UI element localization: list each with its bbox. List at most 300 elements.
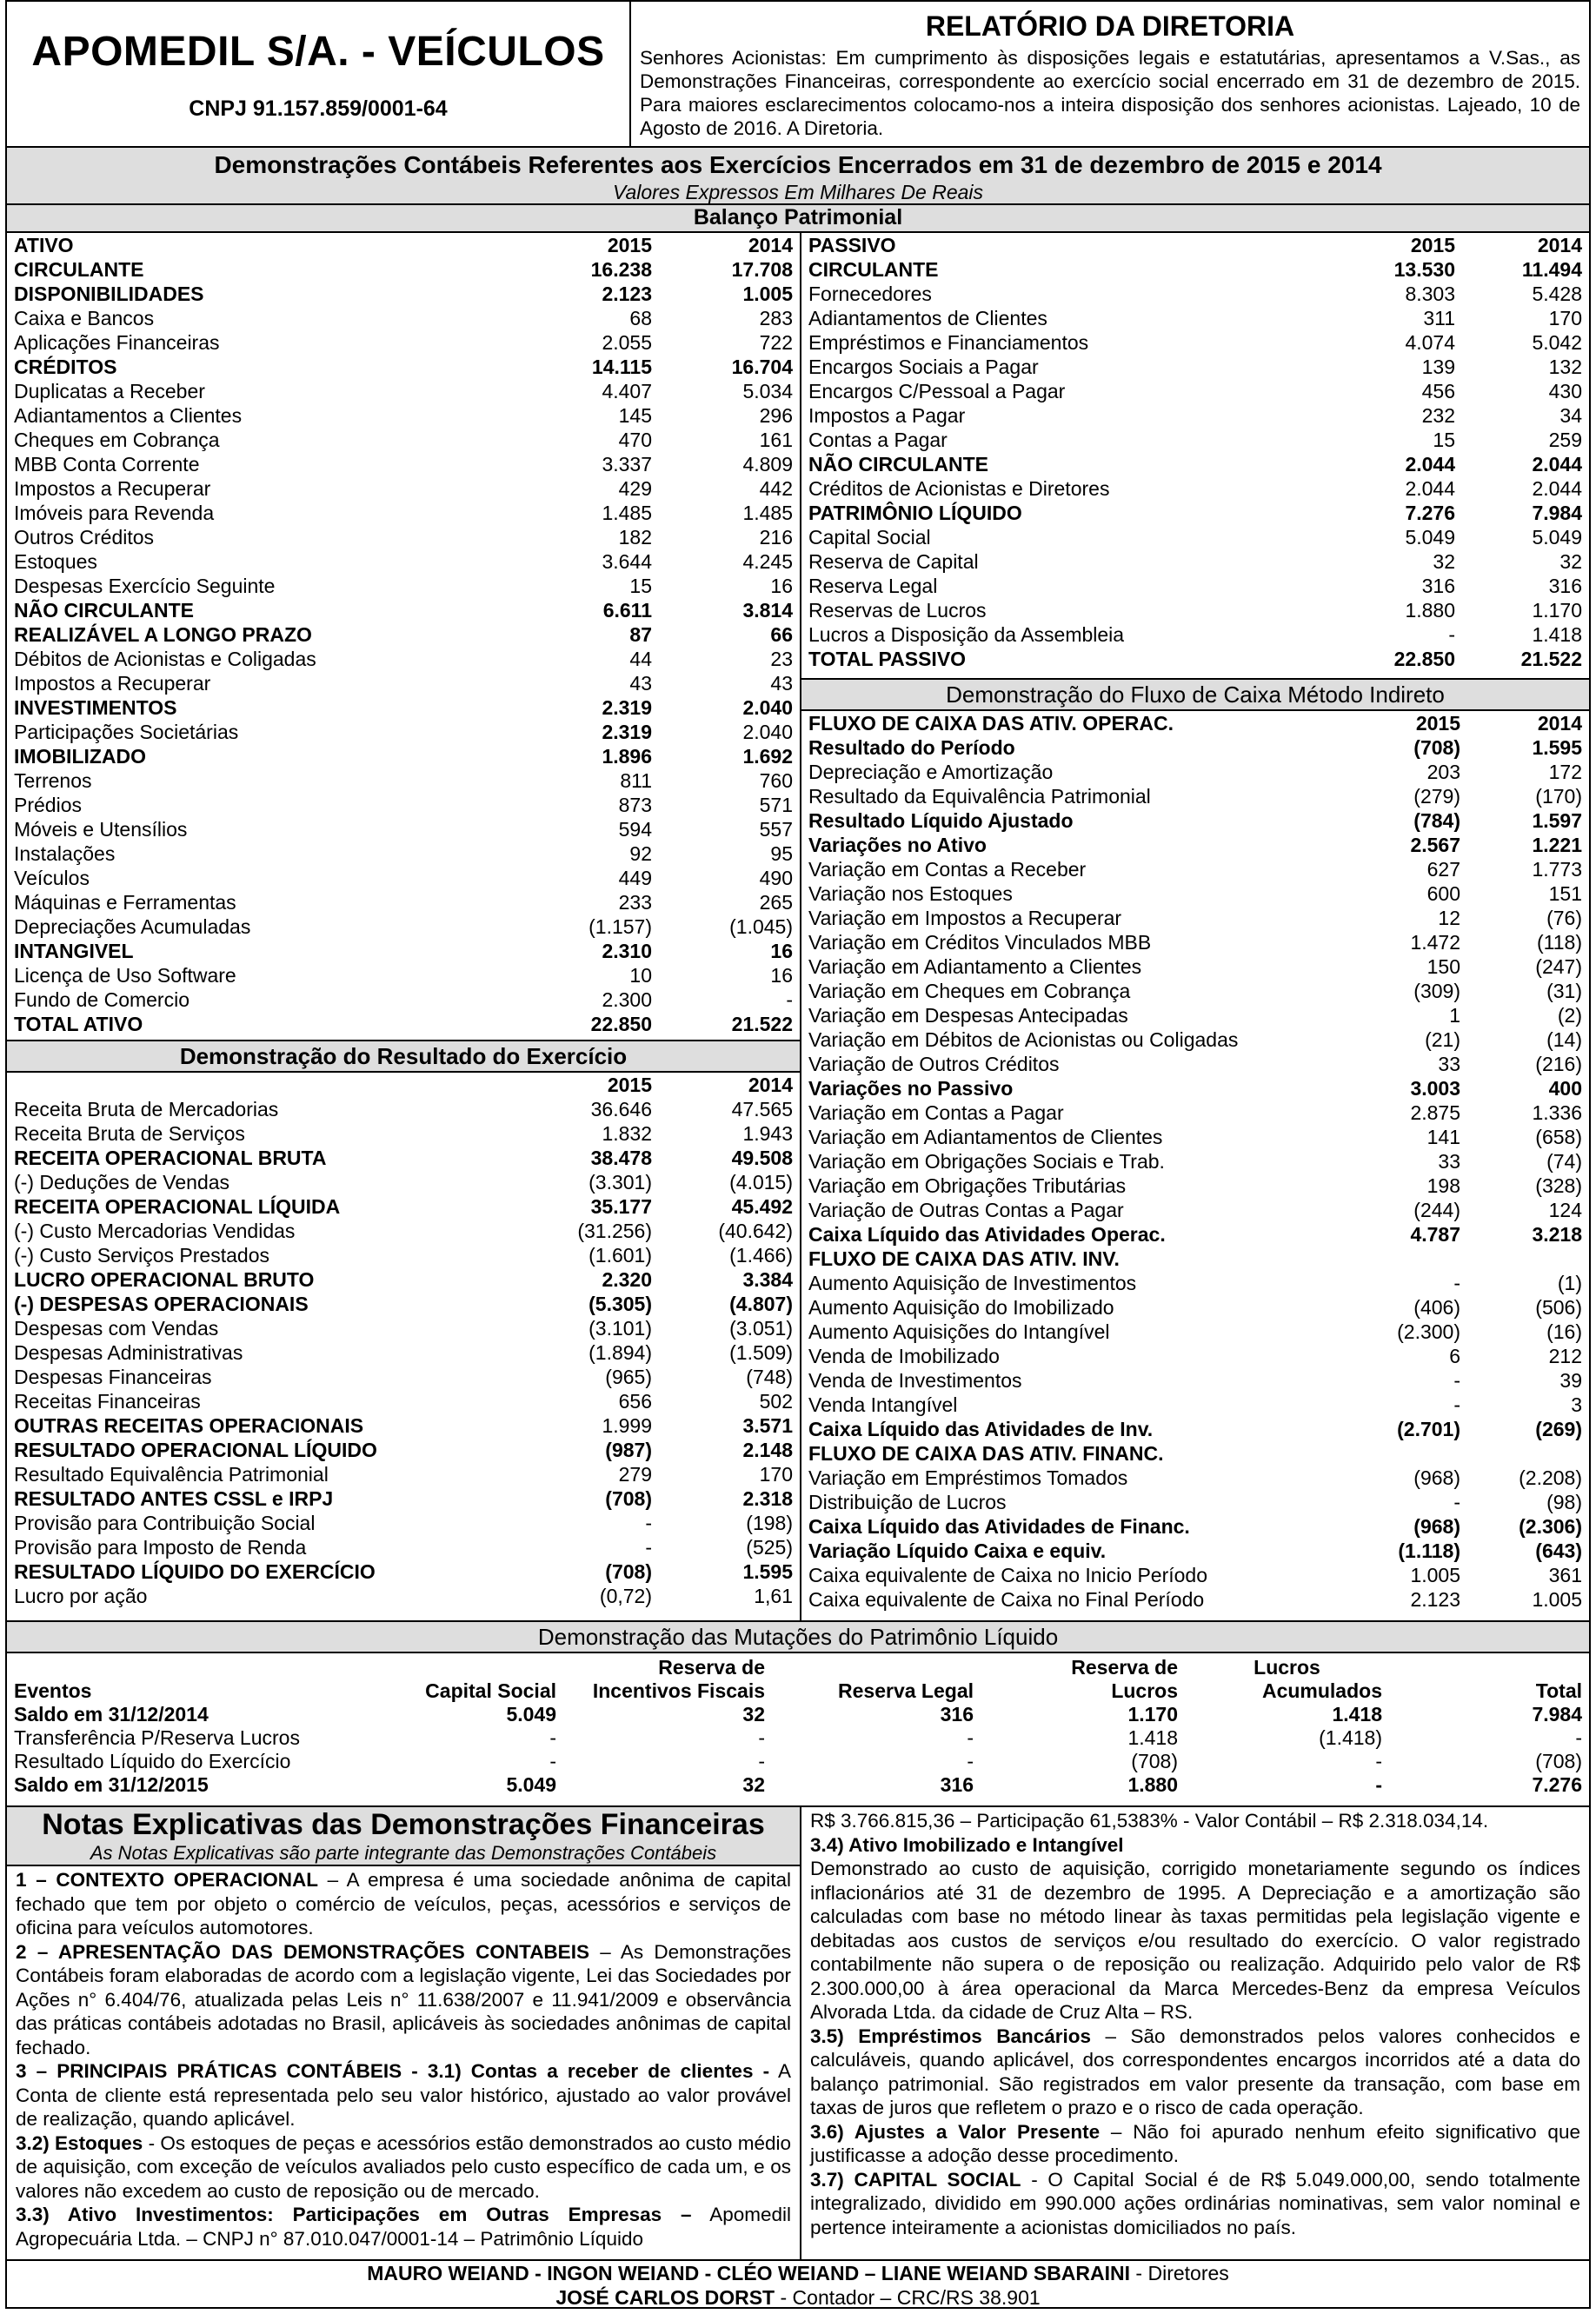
note-3-4-text: Demonstrado ao custo de aquisição, corrigido monetariamente segundo os índices inflacionários até 31 de dezembro de 1995. A Depreciação e a amortização são calculadas com base no método linear às taxas permitidas pela legislação vigente e debitadas aos custos de serviços e/ou resultado do exercício. O valor registrado contabilmente não supera o de reposição ou realização. Adquirido pelo valor de R$ 2.300.000,00 à área operacional da Marca Mercedes-Benz da empresa Veículos Alvorada Ltda. da cidade de Cruz Alta – RS. — [810, 1858, 1580, 2023]
row-value-2015: (21) — [1425, 1028, 1460, 1051]
row-value-2014: 2014 — [1537, 712, 1582, 735]
row-label: Fornecedores — [808, 283, 932, 305]
row-label: Receita Bruta de Mercadorias — [14, 1098, 279, 1120]
table-row — [801, 428, 1589, 452]
row-label: NÃO CIRCULANTE — [808, 453, 988, 475]
row-label: Lucros a Disposição da Assembleia — [808, 623, 1125, 646]
table-row — [7, 1194, 800, 1219]
dmpl-event — [7, 1655, 372, 1679]
note-3-5-text: – São demonstrados pelos valores conhecidos e calculáveis, quando aplicável, dos correspondentes encargos incorridos até a data do balanço patrimonial. São registrados em valor presente da transação, com base em taxas de juros que refletem o prazo e o risco de cada operação. — [810, 2025, 1580, 2118]
row-label: Empréstimos e Financiamentos — [808, 331, 1089, 354]
row-label: Variação em Adiantamentos de Clientes — [808, 1126, 1163, 1148]
row-label: Variação em Obrigações Sociais e Trab. — [808, 1150, 1165, 1173]
row-label: Variação em Obrigações Tributárias — [808, 1174, 1127, 1197]
row-label: PASSIVO — [808, 234, 896, 256]
row-value-2014: 2.040 — [742, 721, 793, 743]
row-label: Imóveis para Revenda — [14, 502, 215, 524]
relatorio-diretoria — [631, 2, 1589, 146]
row-value-2014: 1.005 — [1532, 1588, 1582, 1611]
table-row — [801, 330, 1589, 355]
notes-right — [801, 1805, 1589, 2259]
row-label: Reserva de Capital — [808, 550, 979, 573]
table-row — [801, 1027, 1589, 1052]
row-value-2014: 1.692 — [742, 745, 793, 768]
table-row — [7, 1012, 800, 1036]
note-3-5-heading: 3.5) Empréstimos Bancários — [810, 2025, 1092, 2047]
row-value-2014: 2.040 — [742, 696, 793, 719]
row-value-2014: 16 — [770, 964, 793, 987]
row-value-2015 — [1323, 1247, 1467, 1271]
row-value-2015: (5.305) — [589, 1293, 652, 1315]
dfc-table — [801, 711, 1589, 1612]
row-value-2014: (2.208) — [1519, 1466, 1582, 1489]
row-value-2015: (3.301) — [589, 1171, 652, 1194]
table-row — [7, 1535, 800, 1559]
table-row — [801, 1052, 1589, 1076]
table-row — [7, 1121, 800, 1146]
row-label: (-) Custo Serviços Prestados — [14, 1244, 269, 1267]
table-row — [801, 452, 1589, 476]
row-value-2015: 2.044 — [1405, 453, 1455, 475]
note-3-text: A Conta de cliente está representada pelo seu valor histórico, ajustado ao valor provável de realização, quando aplicável. — [16, 2060, 791, 2130]
table-row — [7, 306, 800, 330]
row-value-2014: 47.565 — [731, 1098, 793, 1120]
relatorio-body: Senhores Acionistas: Em cumprimento às disposições legais e estatutárias, apresentamos a V.Sas., as Demonstrações Financeiras, correspondente ao exercício social encerrado em 31 de dezembro de 2015. Para maiores esclarecimentos colocamo-nos a inteira disposição dos senhores acionistas. Lajeado, 10 de Agosto de 2016. A Diretoria. — [640, 47, 1580, 139]
relatorio-title: RELATÓRIO DA DIRETORIA — [925, 10, 1295, 42]
row-label: REALIZÁVEL A LONGO PRAZO — [14, 623, 312, 646]
table-row — [801, 784, 1589, 808]
row-label: Despesas Exercício Seguinte — [14, 575, 276, 597]
row-label: Impostos a Pagar — [808, 404, 966, 427]
row-label: Variação em Empréstimos Tomados — [808, 1466, 1128, 1489]
row-value-2015: 182 — [618, 526, 652, 549]
row-value-2014: (4.015) — [729, 1171, 793, 1194]
table-row — [7, 598, 800, 622]
company-cnpj: CNPJ 91.157.859/0001-64 — [189, 96, 448, 121]
dmpl-header — [7, 1679, 1589, 1702]
dmpl-event: Resultado Líquido do Exercício — [14, 1749, 291, 1772]
row-value-2014: (2.306) — [1519, 1515, 1582, 1538]
row-value-2014: 1.221 — [1532, 834, 1582, 856]
row-value-2014: (40.642) — [718, 1220, 793, 1242]
row-label: Terrenos — [14, 769, 92, 792]
row-value-2015: 316 — [1421, 575, 1455, 597]
row-label: MBB Conta Corrente — [14, 453, 200, 475]
row-value-2014: 17.708 — [731, 258, 793, 281]
row-value-2015: 6 — [1449, 1345, 1460, 1367]
dmpl-value: - — [1575, 1726, 1582, 1749]
company-header — [7, 2, 631, 146]
row-label: Prédios — [14, 794, 82, 816]
row-value-2014: 1.773 — [1532, 858, 1582, 881]
row-value-2015: 2015 — [607, 234, 652, 256]
table-row — [801, 501, 1589, 525]
table-row — [801, 1295, 1589, 1320]
table-row — [801, 1417, 1589, 1441]
row-value-2014: (1.509) — [729, 1341, 793, 1364]
row-value-2015: 12 — [1438, 907, 1460, 929]
row-value-2015: 5.049 — [1405, 526, 1455, 549]
dre-title: Demonstração do Resultado do Exercício — [179, 1043, 628, 1069]
row-value-2015: 38.478 — [590, 1147, 652, 1169]
row-value-2014: (1.466) — [729, 1244, 793, 1267]
row-value-2014: 1.595 — [742, 1560, 793, 1583]
table-row — [801, 1198, 1589, 1222]
row-value-2015: - — [1448, 623, 1455, 646]
dmpl-value: 316 — [940, 1772, 974, 1796]
table-row — [801, 1587, 1589, 1612]
row-label: Adiantamentos a Clientes — [14, 404, 243, 427]
row-label: Resultado do Período — [808, 736, 1015, 759]
table-row — [7, 939, 800, 963]
table-row — [7, 890, 800, 914]
row-value-2015: - — [1453, 1369, 1460, 1392]
table-row — [7, 1438, 800, 1462]
row-value-2014: 3.218 — [1532, 1223, 1582, 1246]
row-value-2014: 1.336 — [1532, 1101, 1582, 1124]
table-row — [801, 1100, 1589, 1125]
signatures-footer — [7, 2259, 1589, 2311]
row-value-2015: - — [645, 1512, 652, 1534]
row-value-2014: 21.522 — [731, 1013, 793, 1035]
row-value-2015: (244) — [1413, 1199, 1460, 1221]
row-value-2015: 3.337 — [602, 453, 652, 475]
row-value-2014: 161 — [759, 429, 793, 451]
row-value-2014: 172 — [1548, 761, 1582, 783]
row-value-2015: 139 — [1421, 356, 1455, 378]
dmpl-row — [7, 1702, 1589, 1726]
dmpl-value: Reserva de — [1071, 1655, 1178, 1679]
table-row — [801, 1539, 1589, 1563]
table-row — [7, 1097, 800, 1121]
row-label: Provisão para Imposto de Renda — [14, 1536, 307, 1559]
table-row — [801, 476, 1589, 501]
row-value-2015: (279) — [1413, 785, 1460, 808]
row-value-2014: 2014 — [748, 234, 793, 256]
row-value-2014: 16 — [770, 940, 793, 962]
row-label: (-) Deduções de Vendas — [14, 1171, 230, 1194]
table-row — [7, 549, 800, 574]
table-row — [7, 1219, 800, 1243]
row-label: Débitos de Acionistas e Coligadas — [14, 648, 316, 670]
row-value-2014: 45.492 — [731, 1195, 793, 1218]
row-label: Aplicações Financeiras — [14, 331, 220, 354]
row-value-2015: 10 — [629, 964, 652, 987]
row-value-2014: 490 — [759, 867, 793, 889]
row-value-2014: 5.034 — [742, 380, 793, 402]
accountant-role: - Contador – CRC/RS 38.901 — [775, 2286, 1041, 2309]
dmpl-value: 32 — [742, 1702, 765, 1726]
note-3-2-text: - Os estoques de peças e acessórios estão demonstrados ao custo médio de aquisição, com exceção de veículos avaliados pelo custo específico de cada um, e os valores não excedem ao custo de reposição ou de mercado. — [16, 2131, 791, 2202]
row-value-2015: 627 — [1426, 858, 1460, 881]
dmpl-value: Reserva de — [658, 1655, 765, 1679]
row-value-2014: 1.418 — [1532, 623, 1582, 646]
table-row — [7, 525, 800, 549]
dfc-title: Demonstração do Fluxo de Caixa Método Indireto — [946, 682, 1445, 708]
row-value-2015: 2.310 — [602, 940, 652, 962]
row-label: Participações Societárias — [14, 721, 239, 743]
row-label: LUCRO OPERACIONAL BRUTO — [14, 1268, 315, 1291]
row-label: Variação em Despesas Antecipadas — [808, 1004, 1128, 1027]
row-value-2015: 233 — [618, 891, 652, 914]
row-label: Licença de Uso Software — [14, 964, 236, 987]
dmpl-value: - — [549, 1726, 556, 1749]
table-row — [801, 1368, 1589, 1393]
row-value-2014: (76) — [1546, 907, 1582, 929]
row-label: Variação em Adiantamento a Clientes — [808, 955, 1142, 978]
row-value-2015: - — [1453, 1393, 1460, 1416]
row-value-2014: 95 — [770, 842, 793, 865]
dmpl-value: - — [549, 1749, 556, 1772]
table-row — [801, 857, 1589, 881]
row-label: INTANGIVEL — [14, 940, 134, 962]
row-value-2014: 502 — [759, 1390, 793, 1413]
row-label: IMOBILIZADO — [14, 745, 147, 768]
row-value-2015: 141 — [1426, 1126, 1460, 1148]
row-label: (-) DESPESAS OPERACIONAIS — [14, 1293, 309, 1315]
row-value-2015: 1.005 — [1410, 1564, 1460, 1586]
table-row — [7, 671, 800, 695]
table-row — [7, 1462, 800, 1486]
row-label: Caixa e Bancos — [14, 307, 155, 329]
row-value-2015: 3.644 — [602, 550, 652, 573]
row-value-2014: 259 — [1548, 429, 1582, 451]
row-label: Variação em Créditos Vinculados MBB — [808, 931, 1152, 954]
row-value-2015: 1.832 — [602, 1122, 652, 1145]
row-label: Receita Bruta de Serviços — [14, 1122, 245, 1145]
table-row — [7, 768, 800, 793]
row-label: RESULTADO OPERACIONAL LÍQUIDO — [14, 1439, 377, 1461]
table-row — [7, 282, 800, 306]
row-value-2014: 39 — [1559, 1369, 1582, 1392]
row-label: Estoques — [14, 550, 97, 573]
table-row — [801, 1174, 1589, 1198]
note-3-2-heading: 3.2) Estoques — [16, 2131, 143, 2154]
row-value-2015: - — [645, 1536, 652, 1559]
row-label: Reserva Legal — [808, 575, 938, 597]
row-value-2014: (643) — [1535, 1539, 1582, 1562]
row-value-2015: (309) — [1413, 980, 1460, 1002]
notes-title: Notas Explicativas das Demonstrações Financeiras — [7, 1807, 800, 1842]
row-value-2015: (406) — [1413, 1296, 1460, 1319]
row-value-2014: (16) — [1546, 1320, 1582, 1343]
row-value-2015: 1.999 — [602, 1414, 652, 1437]
dmpl-event: Transferência P/Reserva Lucros — [14, 1726, 300, 1749]
row-value-2015: 14.115 — [591, 356, 652, 378]
table-row — [801, 881, 1589, 906]
row-value-2015: 2.044 — [1405, 477, 1455, 500]
table-row — [7, 1170, 800, 1194]
dmpl-value: 1.418 — [1127, 1726, 1178, 1749]
row-value-2015: 22.850 — [590, 1013, 652, 1035]
row-value-2015: (965) — [605, 1366, 652, 1388]
row-label: Depreciação e Amortização — [808, 761, 1054, 783]
row-value-2015: (2.300) — [1397, 1320, 1460, 1343]
table-row — [801, 306, 1589, 330]
table-row — [801, 1344, 1589, 1368]
row-value-2014: (216) — [1535, 1053, 1582, 1075]
dmpl-value: Reserva Legal — [838, 1679, 974, 1702]
row-value-2014: 49.508 — [731, 1147, 793, 1169]
accountant-line — [7, 2285, 1589, 2310]
dmpl-event: Eventos — [14, 1679, 92, 1702]
notes-left — [7, 1805, 800, 2259]
row-label: RESULTADO LÍQUIDO DO EXERCÍCIO — [14, 1560, 376, 1583]
row-value-2014: (269) — [1535, 1418, 1582, 1440]
table-row — [7, 963, 800, 987]
row-value-2014: 66 — [770, 623, 793, 646]
row-value-2015: 2015 — [607, 1074, 652, 1096]
row-value-2015: - — [1453, 1272, 1460, 1294]
row-value-2015: (987) — [605, 1439, 652, 1461]
row-label: Venda Intangível — [808, 1393, 958, 1416]
row-value-2014: (247) — [1535, 955, 1582, 978]
row-value-2015: 449 — [618, 867, 652, 889]
row-value-2014: 1.943 — [742, 1122, 793, 1145]
dmpl-value: Total — [1535, 1679, 1582, 1702]
row-value-2015: 811 — [620, 769, 652, 792]
table-row — [7, 1316, 800, 1340]
row-value-2015: 15 — [629, 575, 652, 597]
row-value-2014: 5.049 — [1532, 526, 1582, 549]
statements-title-bar — [7, 146, 1589, 205]
row-value-2014: 34 — [1559, 404, 1582, 427]
dfc-title-bar — [801, 678, 1589, 711]
row-label: Variação em Contas a Pagar — [808, 1101, 1064, 1124]
table-row — [7, 355, 800, 379]
row-label: DISPONIBILIDADES — [14, 283, 204, 305]
table-row — [801, 233, 1589, 257]
row-value-2014: 361 — [1548, 1564, 1582, 1586]
note-3-4-heading: 3.4) Ativo Imobilizado e Intangível — [810, 1833, 1124, 1856]
row-label: Variações no Passivo — [808, 1077, 1014, 1100]
row-value-2014: 5.042 — [1532, 331, 1582, 354]
table-row — [801, 735, 1589, 760]
row-value-2015: 429 — [618, 477, 652, 500]
row-value-2014: 32 — [1559, 550, 1582, 573]
table-row — [801, 1149, 1589, 1174]
row-label: Variação nos Estoques — [808, 882, 1013, 905]
row-label: Cheques em Cobrança — [14, 429, 220, 451]
row-label: Créditos de Acionistas e Diretores — [808, 477, 1110, 500]
table-row — [801, 930, 1589, 954]
directors-names: MAURO WEIAND - INGON WEIAND - CLÉO WEIAND – LIANE WEIAND SBARAINI — [367, 2262, 1131, 2284]
row-label: Venda de Investimentos — [808, 1369, 1022, 1392]
note-2-text: – As Demonstrações Contábeis foram elaboradas de acordo com a legislação vigente, Lei das Sociedades por Ações n° 6.404/76, atualizada pelas Leis n° 11.638/2007 e 11.941/2009 e observância das práticas contábeis adotadas no Brasil, aplicáveis às sociedades anônimas de capital fechado. — [16, 1940, 791, 2058]
row-value-2015: (968) — [1413, 1466, 1460, 1489]
row-value-2014: (31) — [1546, 980, 1582, 1002]
row-label: Caixa equivalente de Caixa no Inicio Período — [808, 1564, 1208, 1586]
row-value-2015: (3.101) — [589, 1317, 652, 1340]
row-label: FLUXO DE CAIXA DAS ATIV. FINANC. — [808, 1442, 1164, 1465]
row-label: TOTAL PASSIVO — [808, 648, 967, 670]
table-row — [801, 355, 1589, 379]
table-row — [801, 808, 1589, 833]
table-row — [801, 1563, 1589, 1587]
table-row — [7, 1365, 800, 1389]
row-value-2015: 2.319 — [602, 696, 652, 719]
row-value-2014: 571 — [759, 794, 793, 816]
row-value-2015: 87 — [629, 623, 652, 646]
table-row — [801, 525, 1589, 549]
table-row — [7, 1267, 800, 1292]
table-row — [7, 1511, 800, 1535]
row-label: Duplicatas a Receber — [14, 380, 205, 402]
row-value-2015: 8.303 — [1405, 283, 1455, 305]
row-label: CIRCULANTE — [14, 258, 144, 281]
row-value-2015: 2015 — [1410, 234, 1455, 256]
row-value-2015: 1.896 — [602, 745, 652, 768]
row-value-2015: 203 — [1426, 761, 1460, 783]
row-value-2014: 43 — [770, 672, 793, 695]
table-row — [7, 866, 800, 890]
row-value-2014: 216 — [759, 526, 793, 549]
table-row — [7, 720, 800, 744]
row-value-2015: 232 — [1421, 404, 1455, 427]
statements-title: Demonstrações Contábeis Referentes aos Exercícios Encerrados em 31 de dezembro de 2015 e 2014 — [214, 151, 1382, 178]
row-value-2015: 36.646 — [590, 1098, 652, 1120]
row-label: Máquinas e Ferramentas — [14, 891, 236, 914]
table-row — [7, 1292, 800, 1316]
row-label: INVESTIMENTOS — [14, 696, 177, 719]
dmpl-value: 1.880 — [1127, 1772, 1178, 1796]
row-label: Aumento Aquisições do Intangível — [808, 1320, 1110, 1343]
table-row — [7, 695, 800, 720]
dmpl-value: Acumulados — [1261, 1679, 1382, 1702]
table-row — [801, 1466, 1589, 1490]
row-value-2015: 198 — [1426, 1174, 1460, 1197]
dmpl-value: 32 — [742, 1772, 765, 1796]
table-row — [801, 1320, 1589, 1344]
row-value-2014: 132 — [1548, 356, 1582, 378]
row-label: Despesas Financeiras — [14, 1366, 212, 1388]
row-label: CRÉDITOS — [14, 356, 117, 378]
company-name: APOMEDIL S/A. - VEÍCULOS — [31, 29, 605, 75]
row-label: Móveis e Utensílios — [14, 818, 188, 841]
balanco-title: Balanço Patrimonial — [7, 205, 1589, 233]
dmpl-value: Incentivos Fiscais — [592, 1679, 765, 1702]
row-value-2015: 2.567 — [1410, 834, 1460, 856]
table-row — [7, 452, 800, 476]
row-value-2015: 594 — [618, 818, 652, 841]
row-label: NÃO CIRCULANTE — [14, 599, 194, 622]
row-value-2015: 2015 — [1415, 712, 1460, 735]
row-label: Veículos — [14, 867, 90, 889]
row-label: Venda de Imobilizado — [808, 1345, 1000, 1367]
dmpl-header-top — [7, 1655, 1589, 1679]
row-value-2015: 68 — [629, 307, 652, 329]
note-3-3-continued: R$ 3.766.815,36 – Participação 61,5383% - Valor Contábil – R$ 2.318.034,14. — [810, 1810, 1489, 1832]
table-row — [7, 647, 800, 671]
notes-text-left — [7, 1866, 800, 2251]
row-value-2015: 2.319 — [602, 721, 652, 743]
dmpl-value: (1.418) — [1319, 1726, 1382, 1749]
row-value-2014: 5.428 — [1532, 283, 1582, 305]
dmpl-value: (708) — [1535, 1749, 1582, 1772]
table-row — [801, 833, 1589, 857]
row-value-2015: 470 — [618, 429, 652, 451]
row-label: Instalações — [14, 842, 116, 865]
dmpl-value: - — [967, 1726, 974, 1749]
row-label: Impostos a Recuperar — [14, 672, 211, 695]
dmpl-value: 7.984 — [1532, 1702, 1582, 1726]
row-value-2015: 1.485 — [602, 502, 652, 524]
dmpl-row — [7, 1772, 1589, 1796]
row-value-2014: 151 — [1548, 882, 1582, 905]
table-row — [7, 1584, 800, 1608]
row-value-2014: 4.245 — [742, 550, 793, 573]
row-value-2015: (2.701) — [1397, 1418, 1460, 1440]
